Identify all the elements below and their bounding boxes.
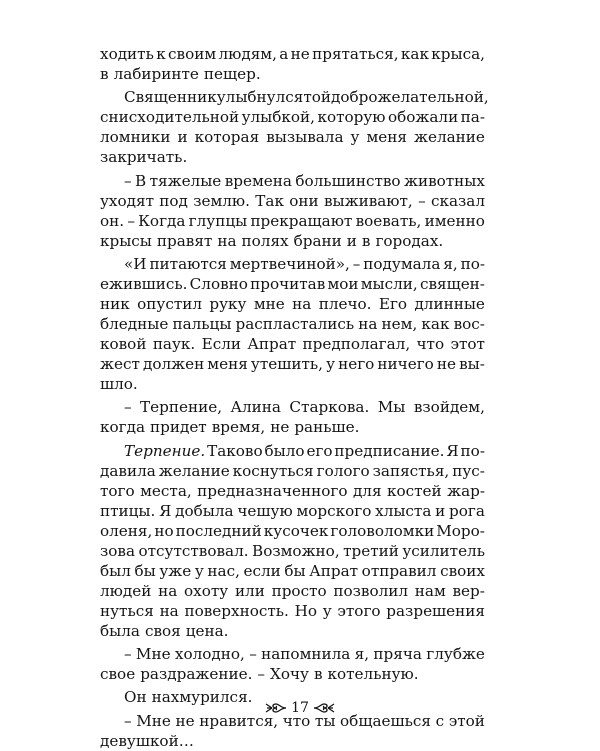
word: крысы <box>100 231 152 250</box>
word: него <box>338 355 375 374</box>
text-line <box>124 644 485 664</box>
word: ковой <box>100 335 147 354</box>
text-line <box>100 107 485 127</box>
word: хлыста <box>375 501 432 520</box>
word: Алина <box>230 398 281 417</box>
word: и <box>346 231 357 250</box>
word: мысли, <box>360 275 418 294</box>
word: времена <box>224 171 292 190</box>
word: что <box>416 335 445 354</box>
text-line <box>100 461 485 481</box>
word: не <box>436 355 457 374</box>
word: зова <box>100 541 136 560</box>
word: священ- <box>419 275 485 294</box>
word: и <box>177 128 188 147</box>
word: в <box>361 231 371 250</box>
word: В <box>135 171 147 190</box>
word: руку <box>209 295 247 314</box>
text-line <box>100 354 485 374</box>
word: городах. <box>375 231 444 250</box>
word: позволил <box>333 581 409 600</box>
word: обожали <box>387 108 459 127</box>
word: Так <box>255 191 284 210</box>
text-line <box>100 664 485 684</box>
word: по- <box>460 255 485 274</box>
word: Апрат <box>247 335 297 354</box>
word: той <box>303 88 332 107</box>
word: прочитав <box>250 275 326 294</box>
word: мертвечиной», <box>229 255 350 274</box>
word: было <box>264 441 305 460</box>
word: именно <box>424 211 485 230</box>
word: как <box>421 315 450 334</box>
word: нас, <box>207 561 240 580</box>
word: – <box>124 398 132 417</box>
word: раздражение. <box>140 665 253 684</box>
word: Старкова. <box>289 398 370 417</box>
word: сказал <box>430 191 485 210</box>
word: третий <box>343 541 399 560</box>
text-line <box>100 334 485 354</box>
word: лабиринте <box>113 65 199 83</box>
word: давила <box>100 461 156 480</box>
word: если <box>243 561 281 580</box>
word: Моро- <box>436 521 485 540</box>
word: охоту <box>184 581 229 600</box>
word: – <box>257 665 266 684</box>
word: нахмурился. <box>151 688 253 707</box>
text-line <box>100 44 485 64</box>
word: правят <box>156 231 213 250</box>
word: закричать. <box>100 148 188 167</box>
text-line <box>100 191 485 211</box>
word: Мы <box>377 398 406 417</box>
word: паук. <box>152 335 196 354</box>
text-line <box>124 87 489 107</box>
word: предписание. <box>334 441 445 460</box>
text-line <box>100 541 485 561</box>
word: оленя, <box>100 521 153 540</box>
word: выживают, <box>323 191 413 210</box>
text-line <box>100 481 485 501</box>
word: Мне <box>136 711 171 730</box>
word: морского <box>296 501 372 520</box>
word: вер- <box>452 581 485 600</box>
word: доброжелательной, <box>331 88 489 107</box>
word: пряча <box>373 645 422 664</box>
word: – <box>127 211 135 230</box>
word: Но <box>294 601 317 620</box>
word: этого <box>337 601 381 620</box>
word: своих <box>440 561 485 580</box>
word: уходят <box>100 191 154 210</box>
word: у <box>194 561 204 580</box>
text-line <box>124 397 485 417</box>
word: вызывала <box>266 128 344 147</box>
word: с <box>435 711 445 730</box>
word: плечо. <box>318 295 372 314</box>
word: полях <box>241 231 289 250</box>
word: у <box>326 355 336 374</box>
word: холодно, <box>174 645 245 664</box>
word: вы- <box>459 355 485 374</box>
word: Его <box>378 295 408 314</box>
word: прекращают <box>250 211 353 230</box>
word: пальцы <box>172 315 232 334</box>
word: шло. <box>100 375 138 394</box>
word: бы <box>134 561 156 580</box>
word: голого <box>316 461 370 480</box>
word: должен <box>142 355 205 374</box>
word: меня <box>366 128 407 147</box>
word: этой <box>448 711 485 730</box>
word: придет <box>150 418 207 437</box>
word: чешую <box>237 501 293 520</box>
word: которую <box>317 108 386 127</box>
word: длинные <box>414 295 485 314</box>
word: жест <box>100 355 140 374</box>
word: просто <box>271 581 327 600</box>
word: Священник <box>124 88 217 107</box>
word: глупцы <box>188 211 248 230</box>
word: а <box>279 45 289 63</box>
word: кусочек <box>263 521 329 540</box>
word: бы <box>284 561 306 580</box>
word: пещер. <box>203 65 261 83</box>
text-line <box>124 171 485 191</box>
text-line <box>100 521 485 541</box>
word: Хочу <box>270 665 309 684</box>
word: своим <box>168 45 217 63</box>
page-footer <box>0 700 600 716</box>
word: – <box>124 171 132 190</box>
text-line <box>100 601 485 621</box>
word: или <box>234 581 265 600</box>
word: предполагал, <box>302 335 411 354</box>
word: питаются <box>149 255 227 274</box>
word: время, <box>211 418 266 437</box>
text-line <box>100 581 485 601</box>
word: не <box>290 45 310 63</box>
word: «И <box>124 255 147 274</box>
word: Словно <box>189 275 248 294</box>
word: воевать, <box>355 211 422 230</box>
word: под <box>159 191 188 210</box>
word: – <box>352 255 361 274</box>
word: запястья, <box>372 461 450 480</box>
word: нравится, <box>199 711 279 730</box>
word: Я <box>159 501 172 520</box>
word: его <box>306 441 333 460</box>
word: Если <box>201 335 241 354</box>
text-line <box>100 621 485 641</box>
word: места, <box>140 481 192 500</box>
word: общаешься <box>340 711 431 730</box>
word: он. <box>100 211 125 230</box>
word: по- <box>460 441 485 460</box>
word: не <box>270 418 290 437</box>
word: мои <box>327 275 359 294</box>
ornament-left-icon <box>265 701 287 715</box>
word: ник <box>100 295 130 314</box>
word: людям, <box>218 45 277 63</box>
word: Он <box>124 688 147 707</box>
word: желание <box>158 461 230 480</box>
word: была <box>100 621 140 640</box>
word: мне <box>253 295 285 314</box>
word: брани <box>293 231 342 250</box>
text-line <box>100 731 485 751</box>
word: – <box>249 645 257 664</box>
word: раньше. <box>294 418 360 437</box>
word: коснуться <box>232 461 314 480</box>
text-line <box>100 64 485 84</box>
word: – <box>418 191 426 210</box>
word: нем, <box>381 315 418 334</box>
word: разрешения <box>386 601 485 620</box>
word: Возможно, <box>252 541 340 560</box>
word: у <box>350 128 360 147</box>
word: на <box>217 231 237 250</box>
word: пус- <box>452 461 485 480</box>
text-line <box>124 441 485 461</box>
word: рога <box>449 501 485 520</box>
text-line <box>100 374 485 394</box>
text-line <box>100 231 485 251</box>
word: бледные <box>100 315 169 334</box>
word: костей <box>387 481 442 500</box>
word: но <box>154 521 174 540</box>
word: головоломки <box>330 521 435 540</box>
word: на <box>159 601 179 620</box>
word: ничего <box>377 355 434 374</box>
word: был <box>100 561 131 580</box>
word: животных <box>403 171 485 190</box>
word: улыбнулся <box>216 88 304 107</box>
word: как <box>400 45 429 63</box>
word: Таково <box>207 441 263 460</box>
word: Терпение. <box>124 441 206 460</box>
word: уже <box>159 561 192 580</box>
text-line <box>100 147 485 167</box>
word: вос- <box>453 315 485 334</box>
word: этот <box>450 335 485 354</box>
word: ходить <box>100 45 154 63</box>
word: Я <box>446 441 459 460</box>
word: к <box>156 45 166 63</box>
word: взойдем, <box>413 398 485 417</box>
word: глубже <box>426 645 485 664</box>
word: птицы. <box>100 501 156 520</box>
word: у <box>322 601 332 620</box>
word: опустил <box>137 295 203 314</box>
word: Мне <box>135 645 171 664</box>
word: крыса, <box>431 45 485 63</box>
word: ты <box>314 711 336 730</box>
word: когда <box>100 418 145 437</box>
word: свое <box>100 665 136 684</box>
word: что <box>282 711 311 730</box>
word: усилитель <box>402 541 485 560</box>
word: ломники <box>100 128 171 147</box>
word: ежившись. <box>100 275 188 294</box>
word: предназначенного <box>197 481 348 500</box>
text-line <box>100 501 485 521</box>
page-number: 17 <box>291 700 309 716</box>
word: последний <box>175 521 262 540</box>
word: того <box>100 481 135 500</box>
word: улыбкой, <box>241 108 315 127</box>
word: на <box>358 315 378 334</box>
word: я, <box>354 645 370 664</box>
word: снисходительной <box>100 108 240 127</box>
word: на <box>292 295 312 314</box>
text-line <box>124 254 485 274</box>
word: Когда <box>138 211 186 230</box>
word: землю. <box>193 191 250 210</box>
word: – <box>124 711 132 730</box>
word: цена. <box>185 621 229 640</box>
word: утешить, <box>250 355 323 374</box>
word: подумала <box>363 255 441 274</box>
word: и <box>435 501 446 520</box>
word: большинство <box>295 171 401 190</box>
word: добыла <box>175 501 234 520</box>
word: меня <box>207 355 248 374</box>
text-line <box>100 211 485 231</box>
word: тяжелые <box>149 171 222 190</box>
text-line <box>100 417 485 437</box>
word: отправил <box>361 561 437 580</box>
word: не <box>175 711 195 730</box>
text-line <box>100 294 485 314</box>
text-line <box>100 274 485 294</box>
word: людей <box>100 581 152 600</box>
word: на <box>158 581 178 600</box>
word: поверхность. <box>184 601 289 620</box>
word: которая <box>194 128 260 147</box>
word: напомнила <box>261 645 351 664</box>
word: нам <box>414 581 446 600</box>
word: они <box>289 191 319 210</box>
text-line <box>100 561 485 581</box>
word: па- <box>460 108 485 127</box>
word: нуться <box>100 601 154 620</box>
word: жар- <box>447 481 485 500</box>
text-line <box>100 314 485 334</box>
word: в <box>100 65 109 83</box>
word: девушкой… <box>100 731 194 750</box>
word: распластались <box>235 315 355 334</box>
word: своя <box>144 621 181 640</box>
word: желание <box>414 128 485 147</box>
word: котельную. <box>327 665 419 684</box>
text-line <box>100 127 485 147</box>
word: в <box>313 665 323 684</box>
word: для <box>352 481 382 500</box>
word: я, <box>443 255 458 274</box>
word: – <box>124 645 132 664</box>
word: прятаться, <box>312 45 399 63</box>
word: Апрат <box>309 561 359 580</box>
ornament-right-icon <box>313 701 335 715</box>
word: Терпение, <box>140 398 223 417</box>
word: отсутствовал. <box>138 541 249 560</box>
